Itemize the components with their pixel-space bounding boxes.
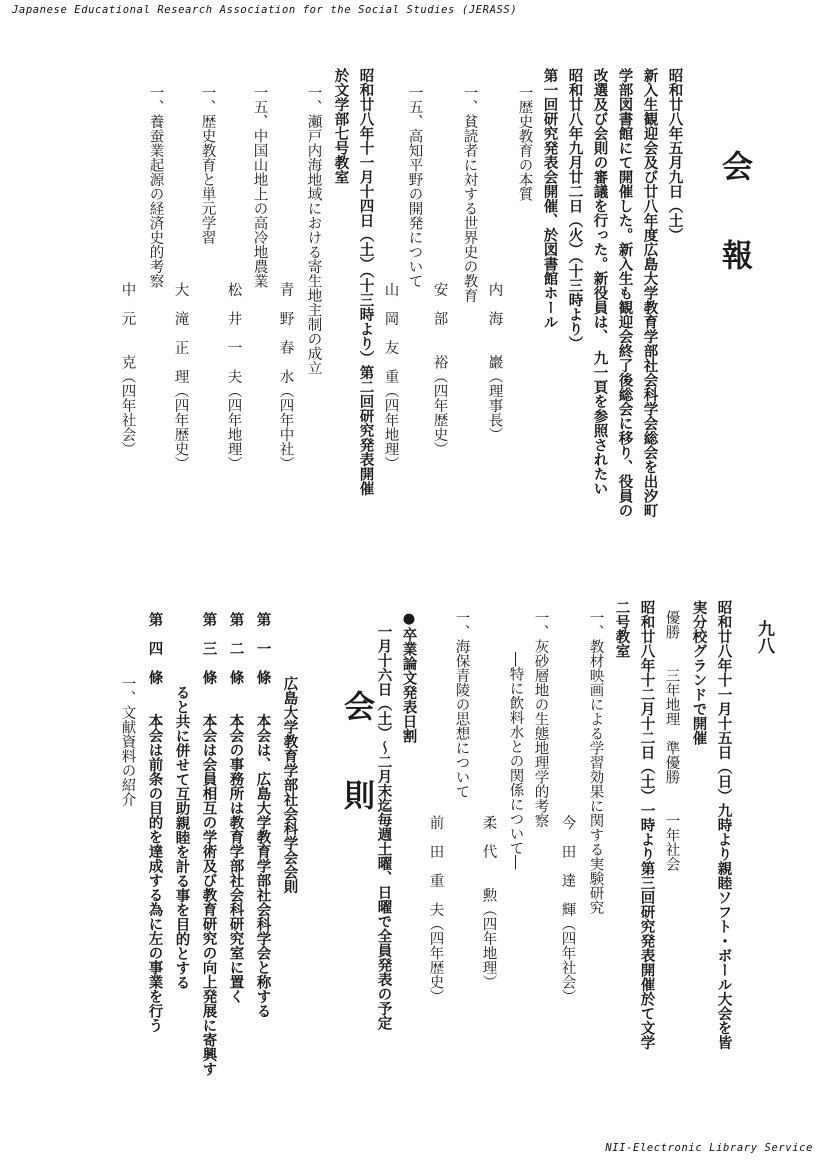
lower-line-10: 柔 代 勲（四年地理） xyxy=(480,815,497,989)
upper-line-18: 松 井 一 夫（四年地理） xyxy=(225,282,242,471)
lower-line-6: 一、教材映画による学習効果に関する実験研究 xyxy=(587,610,604,915)
lower-line-2: 実分校グランドで開催 xyxy=(690,600,708,745)
lower-line-17: 第 二 條 本会の事務所は教育学部社会科研究室に置く xyxy=(227,612,245,1004)
upper-line-22: 中 元 克（四年社会） xyxy=(119,282,136,456)
lower-line-15: 広島大学教育学部社会科学会会則 xyxy=(281,676,299,894)
journal-header: Japanese Educational Research Association for the Social Studies (JERASS) xyxy=(12,4,518,16)
upper-line-5: 昭和廿八年九月廿二日（火）（十三時より） xyxy=(566,68,584,351)
lower-line-11: 一、海保青陵の思想について xyxy=(453,610,470,799)
lower-line-8: 一、灰砂層地の生態地理学的考察 xyxy=(532,610,549,828)
upper-line-15: 一、瀬戸内海地域における寄生地主制の成立 xyxy=(305,85,322,375)
lower-line-18: 第 三 條 本会は会員相互の学術及び教育研究の向上発展に寄興す xyxy=(200,612,218,1076)
upper-line-16: 青 野 春 水（四年中社） xyxy=(277,282,294,471)
upper-line-17: 一五、中国山地上の高冷地農業 xyxy=(251,85,268,288)
upper-line-14: 於文学部七号教室 xyxy=(332,68,350,184)
upper-line-2: 新入生観迎会及び廿八年度広島大学教育学部社会科学会総会を出汐町 xyxy=(641,68,659,518)
upper-line-3: 学部図書館にて開催した。新入生も観迎会終了後総会に移り、役員の xyxy=(616,68,634,518)
upper-line-12: 山 岡 友 重（四年地理） xyxy=(382,282,399,471)
lower-line-1: 昭和廿八年十一月十五日（日）九時より親睦ソフト・ボール大会を皆 xyxy=(715,600,733,1050)
upper-line-7: 一歴史教育の本質 xyxy=(516,85,533,201)
lower-line-19: ると共に併せて互助親睦を計る事を目的とする xyxy=(173,685,191,990)
library-footer: NII-Electronic Library Service xyxy=(605,1142,813,1154)
lower-line-21: 一、文献資料の紹介 xyxy=(119,676,136,807)
upper-line-10: 安 部 裕（四年歴史） xyxy=(431,282,448,456)
upper-line-8: 内 海 巖（理事長） xyxy=(486,282,503,442)
page-number: 九八 xyxy=(754,620,774,654)
upper-line-19: 一、歴史教育と単元学習 xyxy=(199,85,216,245)
lower-line-4: 昭和廿八年十二月十二日（土）一時より第三回研究発表開催於て文学 xyxy=(638,600,656,1050)
upper-line-13: 昭和廿八年十一月十四日（土）（十三時より）第二回研究発表開催 xyxy=(357,68,375,496)
lower-line-5: 二号教室 xyxy=(613,600,631,658)
upper-line-21: 一、養蚕業起源の経済史的考察 xyxy=(147,85,164,288)
lower-line-9: ―特に飲料水との関係について― xyxy=(507,652,524,870)
upper-line-4: 改選及び会則の審議を行った。新役員は、 九一頁を参照されたい xyxy=(591,68,609,496)
lower-line-3: 優勝 三年地理 準優勝 一年社会 xyxy=(663,610,680,871)
upper-line-20: 大 滝 正 理（四年歴史） xyxy=(172,282,189,471)
upper-line-9: 一、貧読者に対する世界史の教育 xyxy=(461,85,478,303)
lower-line-14: 一月十六日（土）～二月末迄毎週土曜、日曜で全員発表の予定 xyxy=(375,624,393,1030)
upper-line-6: 第一回研究発表会開催、於図書館ホール xyxy=(541,68,559,329)
lower-line-12: 前 田 重 夫（四年歴史） xyxy=(427,815,444,1004)
section-title-kaiho: 会報 xyxy=(716,150,752,328)
section-title-kaisoku: 会則 xyxy=(338,690,374,868)
upper-line-1: 昭和廿八年五月九日（土） xyxy=(666,68,684,242)
upper-line-11: 一五、高知平野の開発について xyxy=(406,85,423,288)
lower-line-20: 第 四 條 本会は前条の目的を達成する為に左の事業を行う xyxy=(146,612,164,1033)
lower-line-16: 第 一 條 本会は、広島大学教育学部社会科学会と称する xyxy=(254,612,272,1018)
lower-line-7: 今 田 達 輝（四年社会） xyxy=(559,815,576,1004)
lower-line-13: ●卒業論文発表日割 xyxy=(400,610,418,743)
